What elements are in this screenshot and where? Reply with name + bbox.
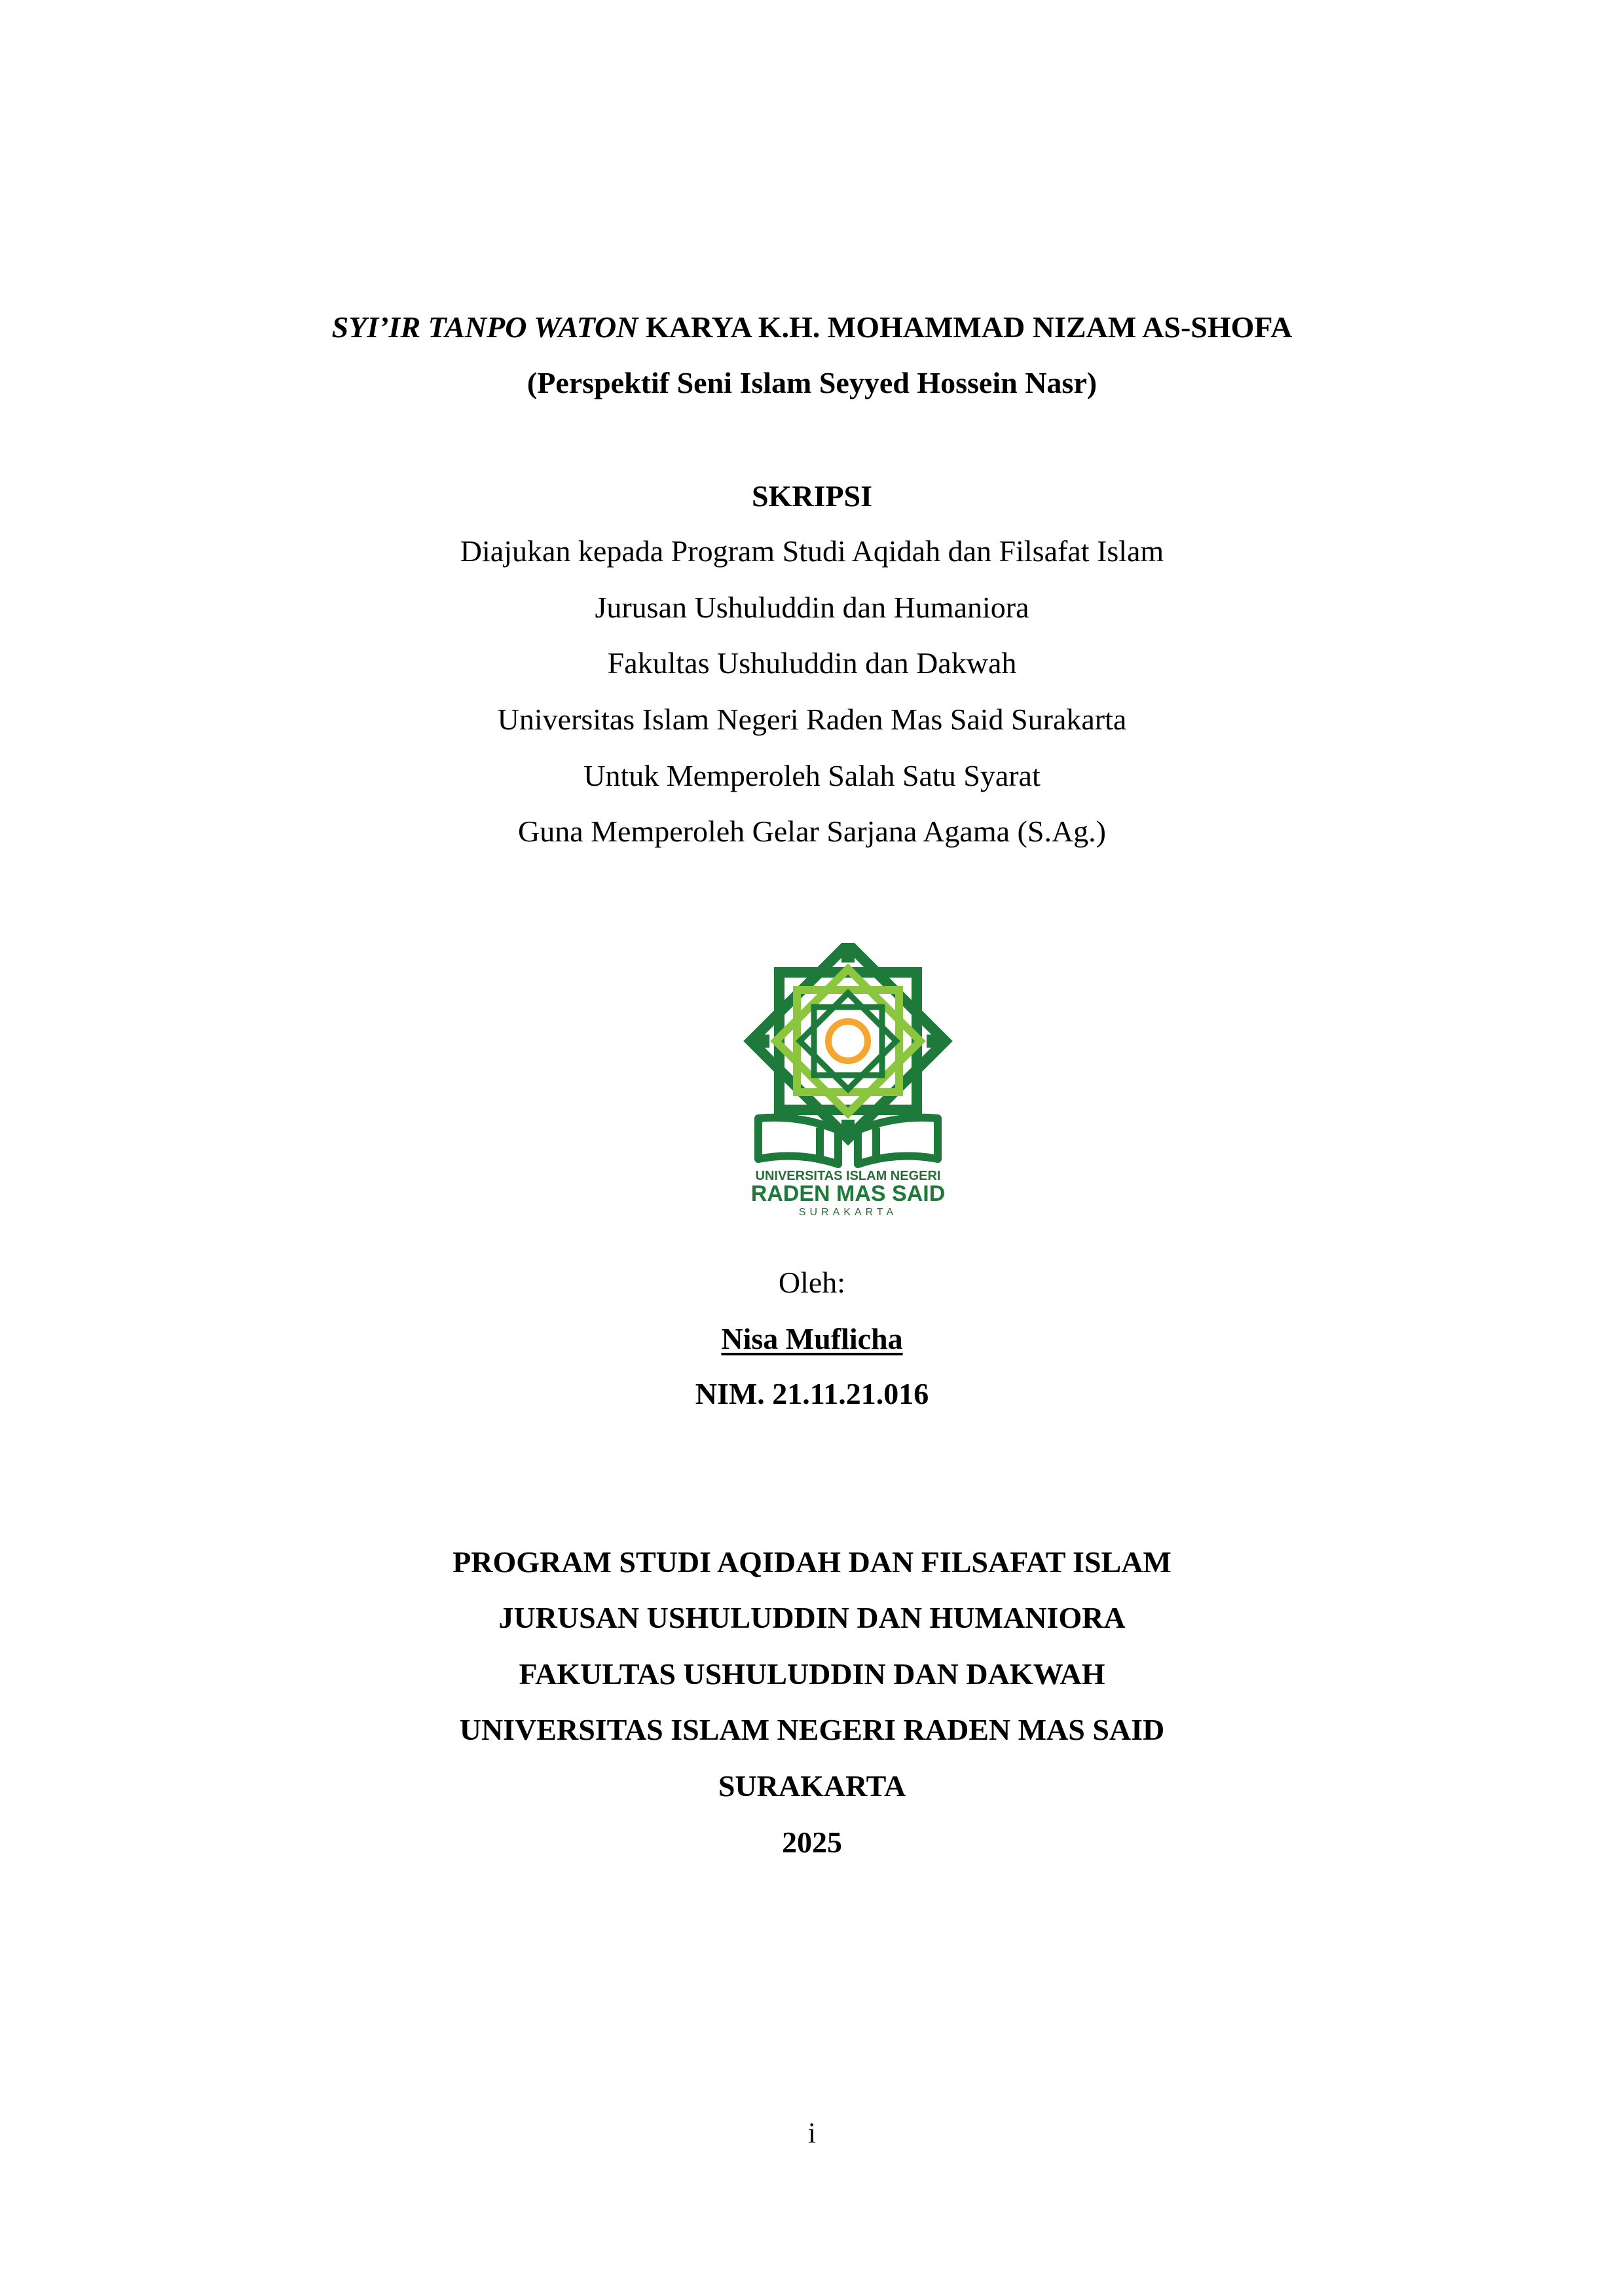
institution-line: FAKULTAS USHULUDDIN DAN DAKWAH [519, 1657, 1105, 1691]
page-number: i [807, 2117, 817, 2149]
submission-line: Diajukan kepada Program Studi Aqidah dan Filsafat Islam [460, 534, 1164, 568]
institution-line: JURUSAN USHULUDDIN DAN HUMANIORA [498, 1601, 1126, 1634]
submission-line: Universitas Islam Negeri Raden Mas Said Surakarta [497, 703, 1127, 736]
university-logo [740, 943, 956, 1218]
logo-line1: UNIVERSITAS ISLAM NEGERI [755, 1169, 941, 1183]
document-type: SKRIPSI [751, 479, 873, 513]
logo-line3: SURAKARTA [798, 1207, 898, 1218]
submission-line: Untuk Memperoleh Salah Satu Syarat [583, 759, 1041, 792]
institution-line: UNIVERSITAS ISLAM NEGERI RADEN MAS SAID [459, 1713, 1165, 1746]
thesis-title [0, 308, 1624, 347]
institution-line: PROGRAM STUDI AQIDAH DAN FILSAFAT ISLAM [452, 1545, 1172, 1579]
thesis-title-italic: SYI’IR TANPO WATON [331, 310, 638, 344]
university-logo-emblem-icon [740, 943, 956, 1218]
submission-line: Fakultas Ushuluddin dan Dakwah [607, 646, 1017, 680]
author-nim: NIM. 21.11.21.016 [695, 1377, 929, 1410]
submission-line: Guna Memperoleh Gelar Sarjana Agama (S.Ag.) [518, 815, 1106, 848]
institution-line: SURAKARTA [718, 1769, 906, 1803]
author-name: Nisa Muflicha [721, 1322, 903, 1355]
submission-line: Jurusan Ushuluddin dan Humaniora [595, 591, 1029, 624]
thesis-subtitle: (Perspektif Seni Islam Seyyed Hossein Nasr) [526, 366, 1098, 399]
logo-line2: RADEN MAS SAID [750, 1181, 946, 1206]
author-label: Oleh: [778, 1266, 846, 1299]
publication-year: 2025 [782, 1826, 842, 1859]
thesis-title-rest: KARYA K.H. MOHAMMAD NIZAM AS-SHOFA [638, 310, 1293, 344]
